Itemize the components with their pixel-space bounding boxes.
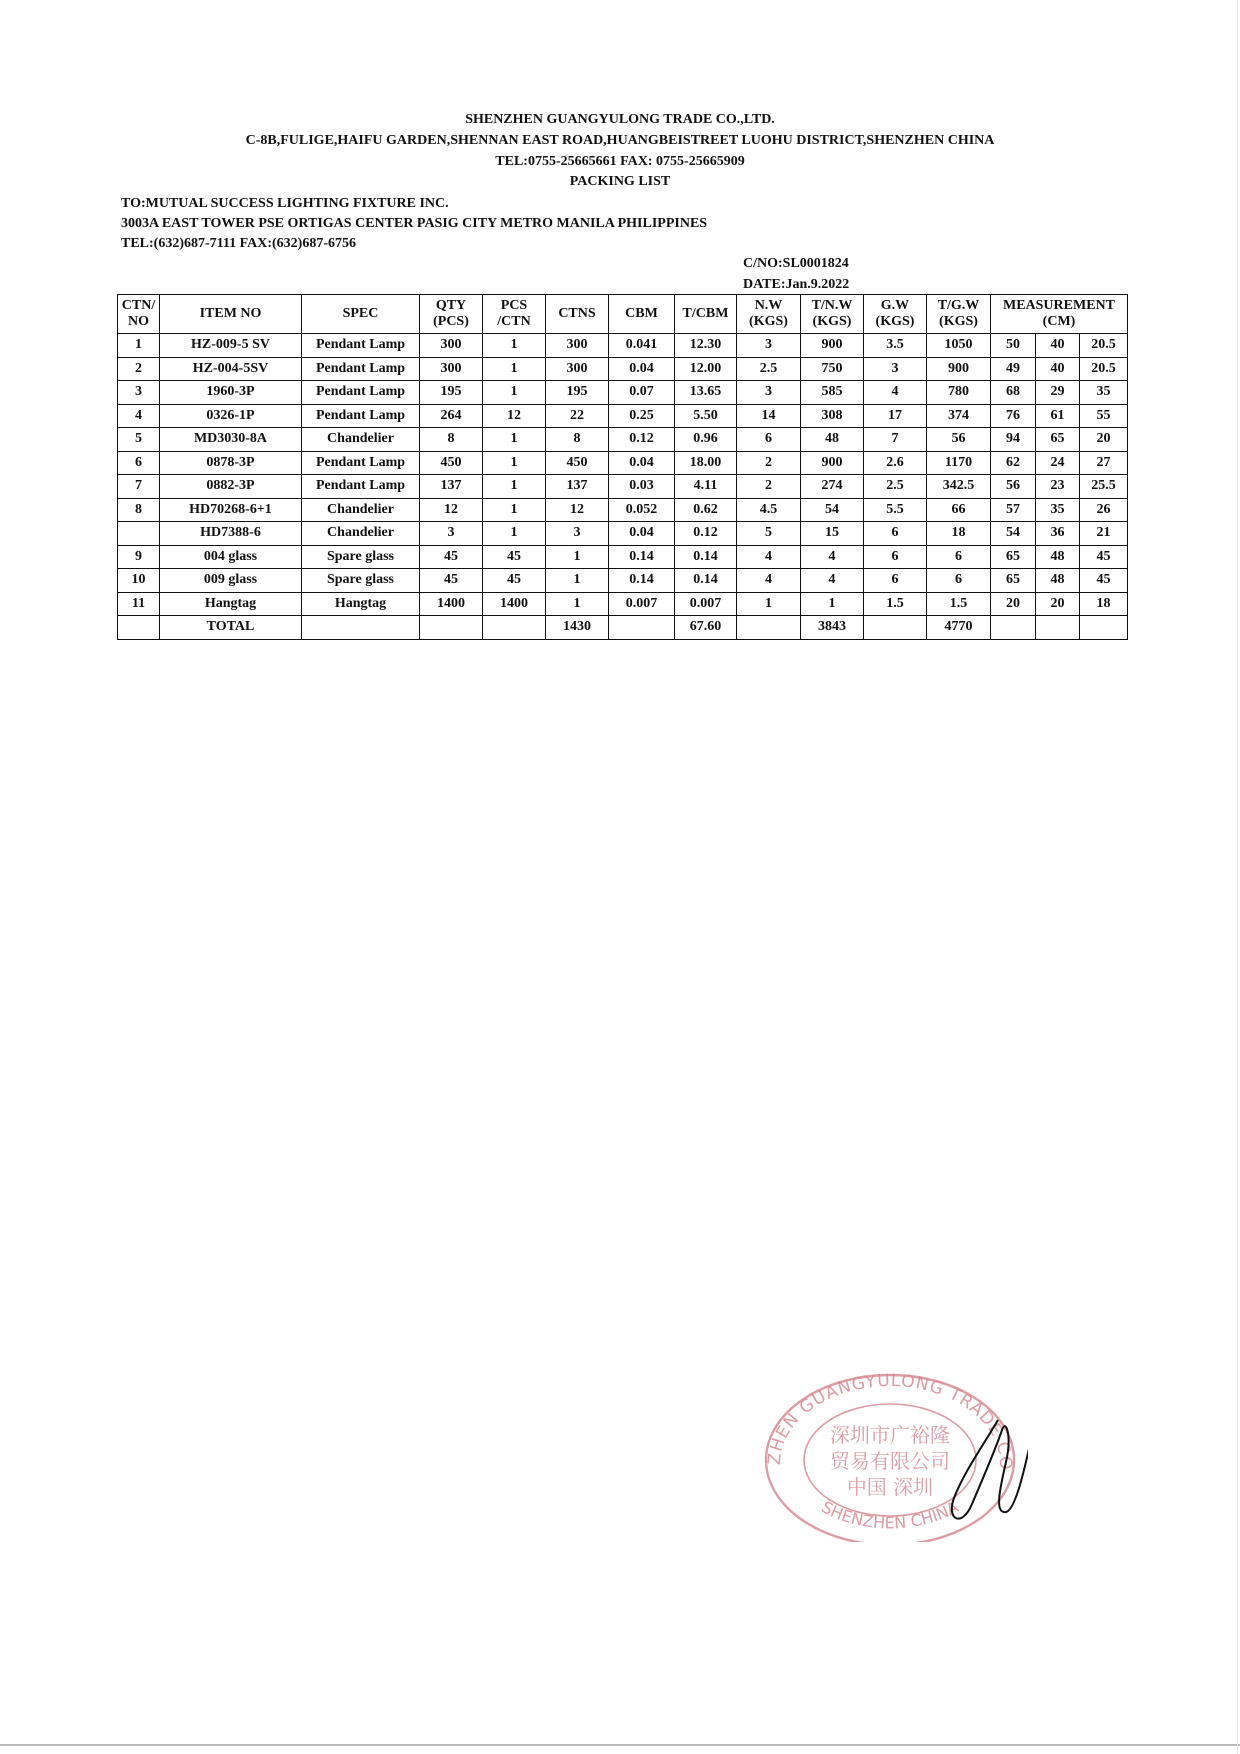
signature-mark	[952, 1420, 1028, 1519]
total-empty-cell	[483, 616, 546, 640]
table-header-row	[118, 295, 1128, 334]
total-row	[118, 616, 1128, 640]
cell-nw: 6	[737, 428, 801, 452]
cell-gw: 6	[864, 569, 927, 593]
cell-tgw: 374	[927, 404, 991, 428]
cell-tgw: 6	[927, 569, 991, 593]
cell-item-no: MD3030-8A	[160, 428, 302, 452]
total-empty-cell	[118, 616, 160, 640]
cell-item-no: Hangtag	[160, 592, 302, 616]
cell-width: 61	[1036, 404, 1080, 428]
cell-tcbm: 0.14	[675, 569, 737, 593]
cell-width: 36	[1036, 522, 1080, 546]
cell-tnw: 308	[801, 404, 864, 428]
consignee-contact: TEL:(632)687-7111 FAX:(632)687-6756	[121, 236, 356, 251]
header-nw: N.W (KGS)	[737, 295, 801, 334]
cell-tgw: 18	[927, 522, 991, 546]
table-row	[118, 569, 1128, 593]
cell-spec: Chandelier	[302, 498, 420, 522]
cell-length: 65	[991, 545, 1036, 569]
table-row	[118, 451, 1128, 475]
cell-ctns: 450	[546, 451, 609, 475]
cell-qty: 300	[420, 334, 483, 358]
cell-length: 49	[991, 357, 1036, 381]
cell-item-no: 0326-1P	[160, 404, 302, 428]
cell-nw: 2.5	[737, 357, 801, 381]
cell-spec: Spare glass	[302, 545, 420, 569]
cell-nw: 3	[737, 381, 801, 405]
total-tcbm: 67.60	[675, 616, 737, 640]
cell-cbm: 0.12	[609, 428, 675, 452]
table-row	[118, 592, 1128, 616]
cell-tnw: 4	[801, 569, 864, 593]
cell-qty: 1400	[420, 592, 483, 616]
cell-pcs-ctn: 1400	[483, 592, 546, 616]
cell-tnw: 900	[801, 451, 864, 475]
cell-gw: 3.5	[864, 334, 927, 358]
cell-tgw: 6	[927, 545, 991, 569]
cell-qty: 300	[420, 357, 483, 381]
cell-tcbm: 4.11	[675, 475, 737, 499]
seal-line-3: 中国 深圳	[846, 1475, 934, 1499]
cell-width: 24	[1036, 451, 1080, 475]
consignee-address: 3003A EAST TOWER PSE ORTIGAS CENTER PASIG CITY METRO MANILA PHILIPPINES	[121, 216, 708, 231]
cell-tcbm: 0.007	[675, 592, 737, 616]
cell-item-no: 009 glass	[160, 569, 302, 593]
cell-pcs-ctn: 1	[483, 334, 546, 358]
seal-line-1: 深圳市广裕隆	[830, 1423, 950, 1447]
cell-height: 55	[1080, 404, 1128, 428]
cell-spec: Pendant Lamp	[302, 404, 420, 428]
cell-qty: 3	[420, 522, 483, 546]
cell-tgw: 1050	[927, 334, 991, 358]
cell-cbm: 0.007	[609, 592, 675, 616]
cell-width: 48	[1036, 545, 1080, 569]
cell-item-no: HD7388-6	[160, 522, 302, 546]
cell-width: 65	[1036, 428, 1080, 452]
cell-ctn-no: 5	[118, 428, 160, 452]
packing-list-table	[117, 294, 1128, 640]
table-row	[118, 498, 1128, 522]
cell-ctn-no: 8	[118, 498, 160, 522]
cell-length: 94	[991, 428, 1036, 452]
cell-cbm: 0.14	[609, 545, 675, 569]
cell-height: 35	[1080, 381, 1128, 405]
cell-tcbm: 12.00	[675, 357, 737, 381]
cell-length: 20	[991, 592, 1036, 616]
cell-tgw: 56	[927, 428, 991, 452]
cell-qty: 137	[420, 475, 483, 499]
cell-qty: 12	[420, 498, 483, 522]
cell-gw: 2.6	[864, 451, 927, 475]
cell-gw: 2.5	[864, 475, 927, 499]
total-tnw: 3843	[801, 616, 864, 640]
table-row	[118, 334, 1128, 358]
cell-pcs-ctn: 1	[483, 381, 546, 405]
table-row	[118, 522, 1128, 546]
cell-tnw: 274	[801, 475, 864, 499]
cell-spec: Pendant Lamp	[302, 334, 420, 358]
cell-height: 25.5	[1080, 475, 1128, 499]
cell-length: 76	[991, 404, 1036, 428]
cell-height: 18	[1080, 592, 1128, 616]
header-measurement-unit: (CM)	[1042, 314, 1076, 329]
cell-spec: Pendant Lamp	[302, 475, 420, 499]
cell-tnw: 900	[801, 334, 864, 358]
header-ctns: CTNS	[546, 295, 609, 334]
cell-height: 45	[1080, 545, 1128, 569]
cell-height: 21	[1080, 522, 1128, 546]
container-number: C/NO:SL0001824	[743, 256, 849, 271]
cell-tnw: 4	[801, 545, 864, 569]
cell-spec: Chandelier	[302, 428, 420, 452]
seal-line-2: 贸易有限公司	[830, 1449, 950, 1473]
cell-tnw: 1	[801, 592, 864, 616]
cell-tgw: 342.5	[927, 475, 991, 499]
consignee-name: TO:MUTUAL SUCCESS LIGHTING FIXTURE INC.	[121, 196, 449, 211]
cell-item-no: 1960-3P	[160, 381, 302, 405]
cell-item-no: HZ-004-5SV	[160, 357, 302, 381]
cell-ctns: 3	[546, 522, 609, 546]
cell-ctns: 300	[546, 334, 609, 358]
cell-gw: 4	[864, 381, 927, 405]
cell-ctn-no: 10	[118, 569, 160, 593]
cell-item-no: 0878-3P	[160, 451, 302, 475]
svg-text:SHENZHEN CHINA	[818, 1497, 961, 1532]
cell-ctn-no: 7	[118, 475, 160, 499]
cell-tcbm: 0.96	[675, 428, 737, 452]
cell-width: 23	[1036, 475, 1080, 499]
total-empty-cell	[1080, 616, 1128, 640]
cell-gw: 7	[864, 428, 927, 452]
cell-ctn-no: 2	[118, 357, 160, 381]
total-tgw: 4770	[927, 616, 991, 640]
table-row	[118, 545, 1128, 569]
total-empty-cell	[302, 616, 420, 640]
cell-qty: 195	[420, 381, 483, 405]
cell-width: 29	[1036, 381, 1080, 405]
cell-tcbm: 0.62	[675, 498, 737, 522]
cell-qty: 45	[420, 545, 483, 569]
cell-cbm: 0.07	[609, 381, 675, 405]
cell-pcs-ctn: 45	[483, 545, 546, 569]
cell-pcs-ctn: 1	[483, 357, 546, 381]
cell-nw: 2	[737, 451, 801, 475]
cell-cbm: 0.14	[609, 569, 675, 593]
cell-ctns: 1	[546, 569, 609, 593]
cell-height: 20.5	[1080, 334, 1128, 358]
cell-gw: 6	[864, 522, 927, 546]
cell-qty: 450	[420, 451, 483, 475]
company-name: SHENZHEN GUANGYULONG TRADE CO.,LTD.	[465, 112, 775, 127]
cell-pcs-ctn: 1	[483, 451, 546, 475]
cell-ctns: 1	[546, 592, 609, 616]
table-row	[118, 357, 1128, 381]
cell-ctn-no: 1	[118, 334, 160, 358]
cell-tcbm: 0.12	[675, 522, 737, 546]
cell-item-no: HZ-009-5 SV	[160, 334, 302, 358]
table-body	[118, 334, 1128, 640]
cell-tcbm: 18.00	[675, 451, 737, 475]
cell-length: 62	[991, 451, 1036, 475]
cell-spec: Pendant Lamp	[302, 357, 420, 381]
cell-ctn-no: 11	[118, 592, 160, 616]
cell-tcbm: 12.30	[675, 334, 737, 358]
cell-spec: Hangtag	[302, 592, 420, 616]
cell-tcbm: 5.50	[675, 404, 737, 428]
cell-ctn-no: 3	[118, 381, 160, 405]
cell-tnw: 54	[801, 498, 864, 522]
header-pcs-ctn: PCS /CTN	[483, 295, 546, 334]
cell-cbm: 0.25	[609, 404, 675, 428]
cell-cbm: 0.03	[609, 475, 675, 499]
cell-ctns: 12	[546, 498, 609, 522]
header-measurement	[991, 295, 1128, 334]
total-empty-cell	[991, 616, 1036, 640]
cell-qty: 8	[420, 428, 483, 452]
header-cbm: CBM	[609, 295, 675, 334]
cell-spec: Pendant Lamp	[302, 381, 420, 405]
table-row	[118, 404, 1128, 428]
cell-pcs-ctn: 1	[483, 522, 546, 546]
cell-width: 35	[1036, 498, 1080, 522]
cell-gw: 1.5	[864, 592, 927, 616]
cell-ctn-no: 9	[118, 545, 160, 569]
total-ctns: 1430	[546, 616, 609, 640]
cell-width: 20	[1036, 592, 1080, 616]
total-empty-cell	[609, 616, 675, 640]
total-empty-cell	[420, 616, 483, 640]
cell-height: 45	[1080, 569, 1128, 593]
cell-height: 20.5	[1080, 357, 1128, 381]
cell-length: 56	[991, 475, 1036, 499]
cell-ctns: 195	[546, 381, 609, 405]
cell-nw: 4	[737, 569, 801, 593]
cell-tnw: 585	[801, 381, 864, 405]
cell-length: 54	[991, 522, 1036, 546]
cell-spec: Spare glass	[302, 569, 420, 593]
document-date: DATE:Jan.9.2022	[743, 277, 850, 292]
cell-ctns: 1	[546, 545, 609, 569]
cell-ctn-no: 4	[118, 404, 160, 428]
cell-nw: 14	[737, 404, 801, 428]
cell-pcs-ctn: 1	[483, 498, 546, 522]
header-measurement-label: MEASUREMENT	[1002, 298, 1115, 313]
company-seal	[748, 1352, 1028, 1542]
page-right-edge	[1237, 0, 1238, 1754]
header-tcbm: T/CBM	[675, 295, 737, 334]
header-ctn-no: CTN/ NO	[118, 295, 160, 334]
cell-nw: 2	[737, 475, 801, 499]
cell-item-no: HD70268-6+1	[160, 498, 302, 522]
cell-ctns: 8	[546, 428, 609, 452]
cell-qty: 45	[420, 569, 483, 593]
cell-ctns: 22	[546, 404, 609, 428]
cell-cbm: 0.052	[609, 498, 675, 522]
cell-height: 27	[1080, 451, 1128, 475]
cell-cbm: 0.041	[609, 334, 675, 358]
cell-cbm: 0.04	[609, 522, 675, 546]
header-gw: G.W (KGS)	[864, 295, 927, 334]
seal-graphic	[748, 1352, 1028, 1542]
cell-gw: 3	[864, 357, 927, 381]
cell-spec: Chandelier	[302, 522, 420, 546]
cell-spec: Pendant Lamp	[302, 451, 420, 475]
cell-pcs-ctn: 45	[483, 569, 546, 593]
cell-ctn-no: 6	[118, 451, 160, 475]
cell-nw: 1	[737, 592, 801, 616]
header-item-no: ITEM NO	[160, 295, 302, 334]
cell-nw: 4	[737, 545, 801, 569]
cell-length: 65	[991, 569, 1036, 593]
cell-length: 57	[991, 498, 1036, 522]
company-address: C-8B,FULIGE,HAIFU GARDEN,SHENNAN EAST ROAD,HUANGBEISTREET LUOHU DISTRICT,SHENZHEN CHINA	[245, 133, 995, 148]
cell-pcs-ctn: 12	[483, 404, 546, 428]
header-tnw: T/N.W (KGS)	[801, 295, 864, 334]
cell-tgw: 900	[927, 357, 991, 381]
cell-tgw: 1170	[927, 451, 991, 475]
header-spec: SPEC	[302, 295, 420, 334]
cell-tcbm: 0.14	[675, 545, 737, 569]
company-contact: TEL:0755-25665661 FAX: 0755-25665909	[495, 154, 745, 169]
cell-tgw: 780	[927, 381, 991, 405]
cell-pcs-ctn: 1	[483, 428, 546, 452]
cell-tnw: 48	[801, 428, 864, 452]
cell-height: 20	[1080, 428, 1128, 452]
cell-tgw: 66	[927, 498, 991, 522]
cell-qty: 264	[420, 404, 483, 428]
cell-tgw: 1.5	[927, 592, 991, 616]
cell-width: 40	[1036, 357, 1080, 381]
cell-tcbm: 13.65	[675, 381, 737, 405]
cell-height: 26	[1080, 498, 1128, 522]
cell-cbm: 0.04	[609, 357, 675, 381]
cell-gw: 5.5	[864, 498, 927, 522]
table-row	[118, 381, 1128, 405]
cell-width: 40	[1036, 334, 1080, 358]
page-bottom-edge	[0, 1744, 1240, 1746]
document-title: PACKING LIST	[569, 174, 671, 189]
cell-gw: 6	[864, 545, 927, 569]
cell-gw: 17	[864, 404, 927, 428]
cell-pcs-ctn: 1	[483, 475, 546, 499]
header-qty: QTY (PCS)	[420, 295, 483, 334]
cell-ctns: 137	[546, 475, 609, 499]
cell-cbm: 0.04	[609, 451, 675, 475]
table-row	[118, 428, 1128, 452]
seal-ring-top: ZHEN GUANGYULONG TRADE CO	[764, 1370, 1016, 1470]
cell-length: 50	[991, 334, 1036, 358]
cell-ctn-no	[118, 522, 160, 546]
cell-width: 48	[1036, 569, 1080, 593]
total-empty-cell	[864, 616, 927, 640]
cell-tnw: 15	[801, 522, 864, 546]
cell-item-no: 004 glass	[160, 545, 302, 569]
cell-length: 68	[991, 381, 1036, 405]
total-empty-cell	[1036, 616, 1080, 640]
header-tgw: T/G.W (KGS)	[927, 295, 991, 334]
table-row	[118, 475, 1128, 499]
cell-nw: 5	[737, 522, 801, 546]
seal-ring-bottom: SHENZHEN CHINA	[818, 1497, 962, 1533]
cell-nw: 3	[737, 334, 801, 358]
total-label: TOTAL	[160, 616, 302, 640]
cell-tnw: 750	[801, 357, 864, 381]
total-empty-cell	[737, 616, 801, 640]
cell-nw: 4.5	[737, 498, 801, 522]
cell-ctns: 300	[546, 357, 609, 381]
cell-item-no: 0882-3P	[160, 475, 302, 499]
